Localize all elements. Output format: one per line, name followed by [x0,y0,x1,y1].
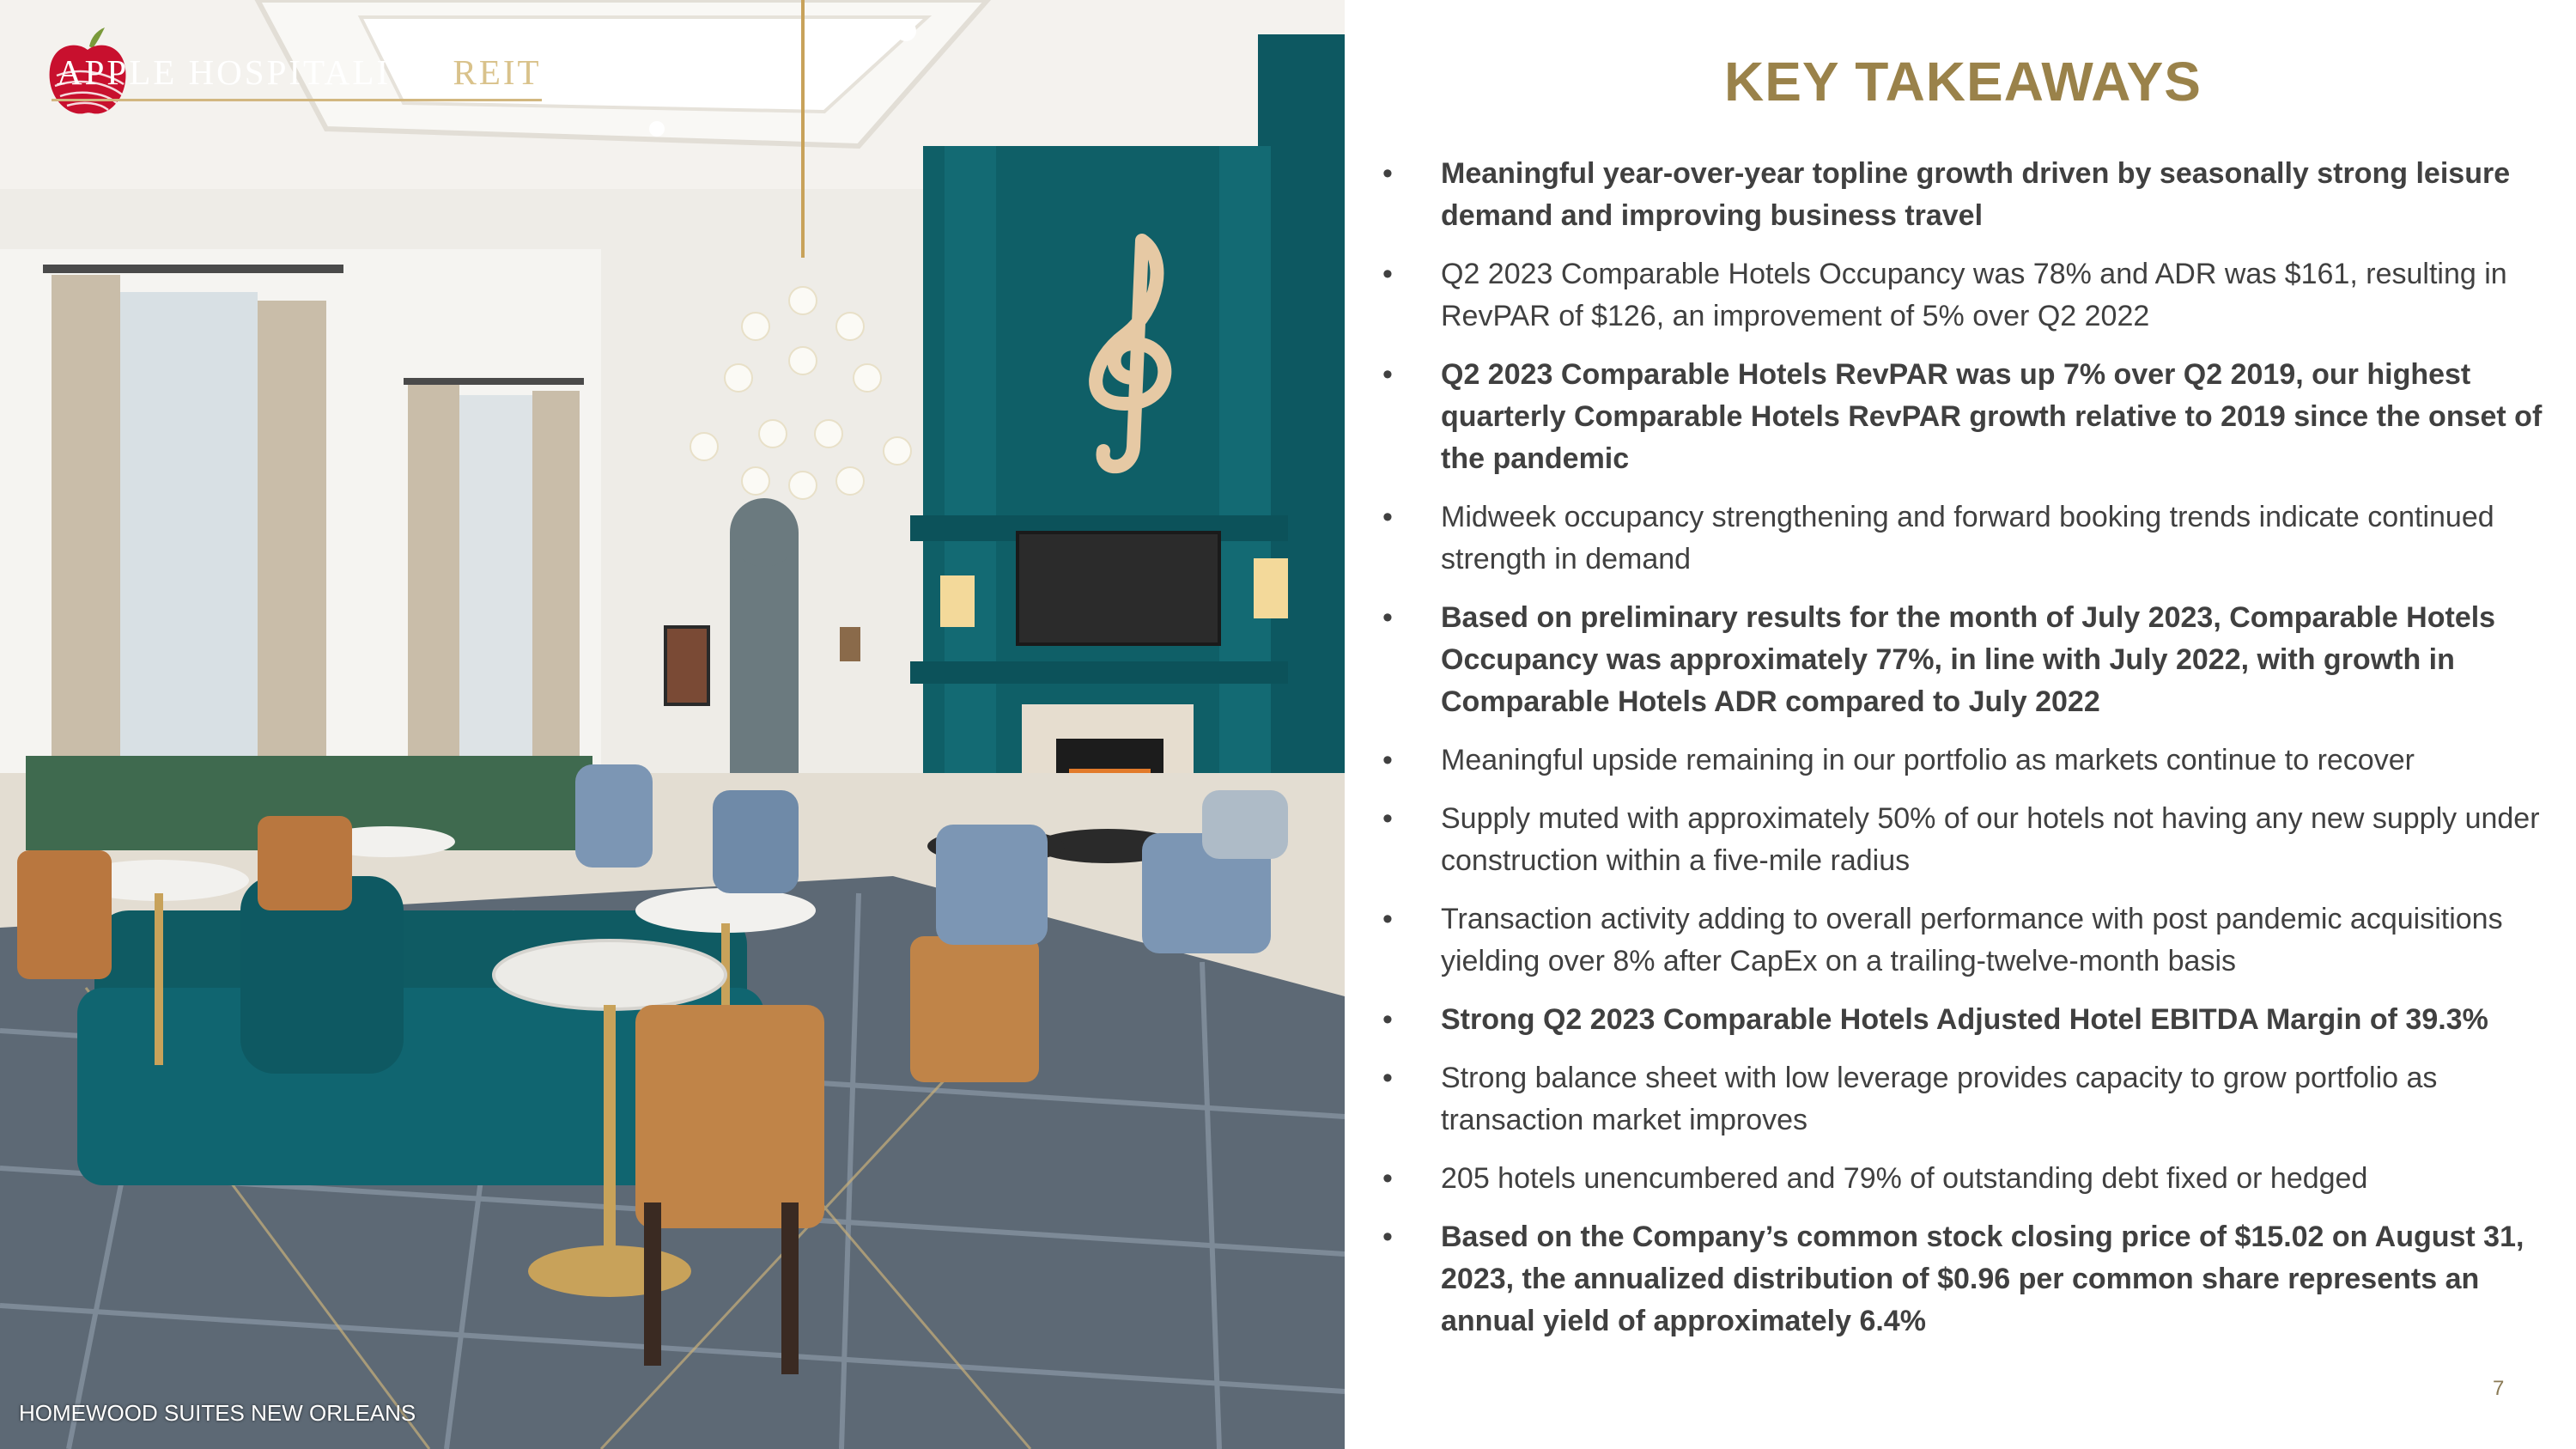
takeaway-item: • Transaction activity adding to overall performance with post pandemic acquisitions yielding over 8% after CapEx on a trailing-twelve-month basis [1382,898,2559,983]
takeaway-item: • Supply muted with approximately 50% of our hotels not having any new supply under construction within a five-mile radius [1382,798,2559,882]
takeaway-item: • Q2 2023 Comparable Hotels RevPAR was up 7% over Q2 2019, our highest quarterly Comparable Hotels RevPAR growth relative to 2019 since the onset of the pandemic [1382,354,2559,480]
takeaway-item: • Midweek occupancy strengthening and forward booking trends indicate continued strength in demand [1382,496,2559,581]
takeaway-item: • Based on the Company’s common stock closing price of $15.02 on August 31, 2023, the annualized distribution of $0.96 per common share represents an annual yield of approximately 6.4% [1382,1216,2559,1342]
logo-wordmark [57,24,542,120]
takeaway-item: • Strong Q2 2023 Comparable Hotels Adjusted Hotel EBITDA Margin of 39.3% [1382,999,2559,1041]
logo-underline [52,99,542,101]
takeaways-list [1382,153,2559,1359]
takeaway-item: • Meaningful upside remaining in our portfolio as markets continue to recover [1382,740,2559,782]
logo-name-accent: REIT [453,52,542,92]
page-number: 7 [2493,1377,2505,1400]
takeaway-item: • Based on preliminary results for the month of July 2023, Comparable Hotels Occupancy was approximately 77%, in line with July 2022, with growth in Comparable Hotels ADR compared to July 2022 [1382,597,2559,723]
takeaway-item: • 205 hotels unencumbered and 79% of outstanding debt fixed or hedged [1382,1158,2559,1200]
takeaway-item: • Strong balance sheet with low leverage provides capacity to grow portfolio as transaction market improves [1382,1057,2559,1142]
photo-caption: HOMEWOOD SUITES NEW ORLEANS [19,1400,416,1426]
takeaway-item: • Q2 2023 Comparable Hotels Occupancy was 78% and ADR was $161, resulting in RevPAR of $126, an improvement of 5% over Q2 2022 [1382,253,2559,338]
company-logo [45,24,594,120]
takeaway-item: • Meaningful year-over-year topline growth driven by seasonally strong leisure demand and improving business travel [1382,153,2559,237]
logo-name-main: APPLE HOSPITALITY [57,52,442,92]
page-title: KEY TAKEAWAYS [1724,51,2202,113]
